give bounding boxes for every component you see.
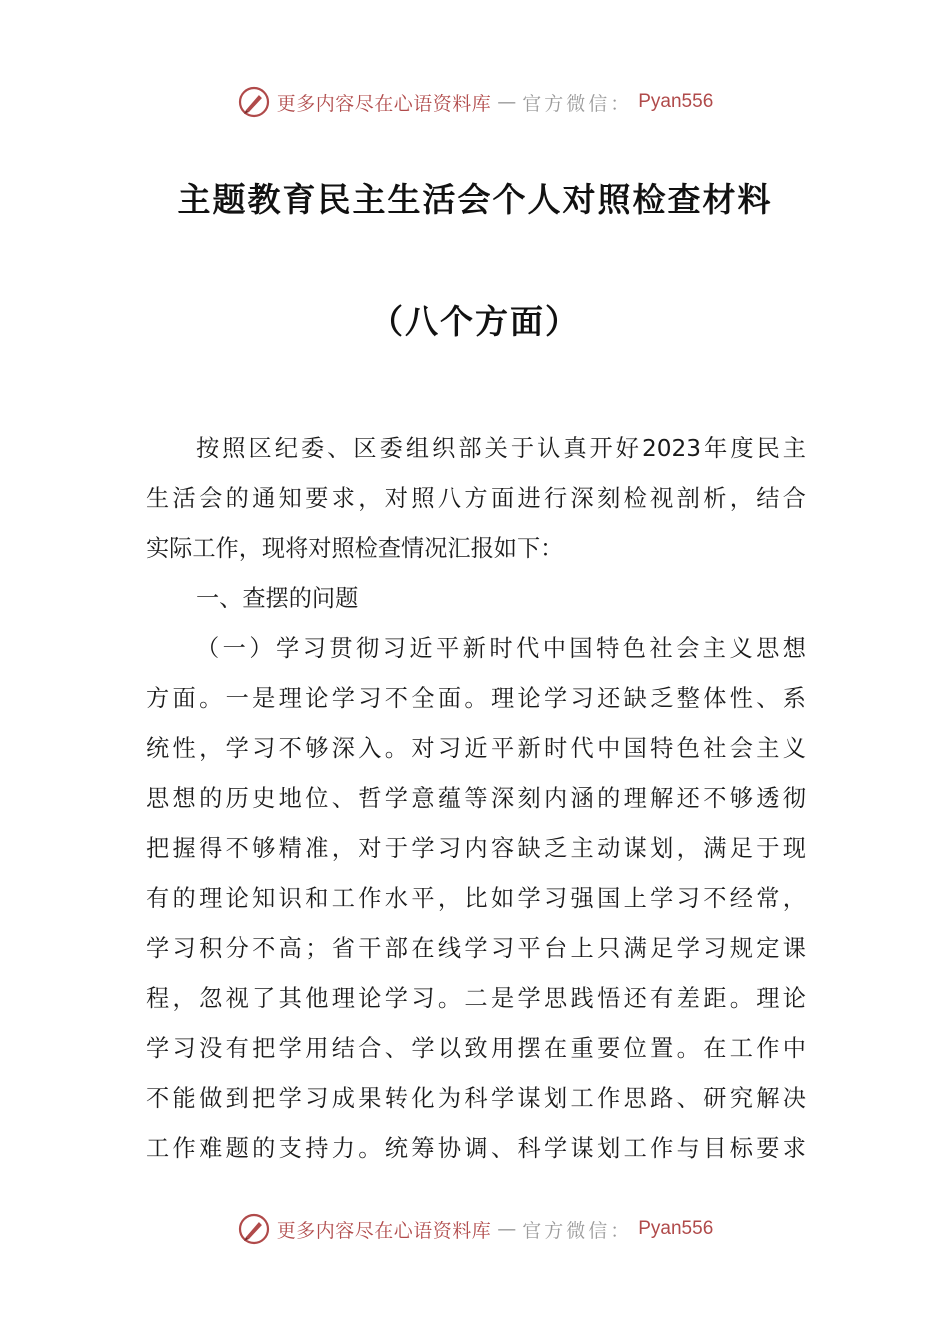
document-subtitle: （八个方面） [370, 302, 580, 341]
header-watermark-banner [0, 82, 950, 122]
body-line: 统性，学习不够深入。对习近平新时代中国特色社会主义 [146, 735, 806, 762]
section-heading: 一、查摆的问题 [196, 585, 359, 612]
banner-wechat-id: Pyan556 [638, 1218, 714, 1239]
pen-logo-icon [237, 85, 271, 119]
body-line: 学习积分不高；省干部在线学习平台上只满足学习规定课 [146, 935, 806, 962]
banner-main-text: 更多内容尽在心语资料库 [276, 92, 492, 115]
body-line: 把握得不够精准，对于学习内容缺乏主动谋划，满足于现 [146, 835, 806, 862]
body-line: 按照区纪委、区委组织部关于认真开好2023年度民主 [196, 435, 806, 462]
body-line: 方面。一是理论学习不全面。理论学习还缺乏整体性、系 [146, 685, 806, 712]
body-line: 实际工作，现将对照检查情况汇报如下： [146, 535, 564, 562]
body-line: 有的理论知识和工作水平，比如学习强国上学习不经常， [146, 885, 806, 912]
body-line: 不能做到把学习成果转化为科学谋划工作思路、研究解决 [146, 1085, 806, 1112]
body-line: 思想的历史地位、哲学意蕴等深刻内涵的理解还不够透彻 [146, 785, 806, 812]
footer-watermark-banner [0, 1209, 950, 1249]
banner-dash: — [497, 1218, 517, 1240]
body-line: 程，忽视了其他理论学习。二是学思践悟还有差距。理论 [146, 985, 806, 1012]
banner-official-label: 官方微信： [522, 92, 633, 115]
banner-dash: — [497, 91, 517, 113]
subsection-heading: （一）学习贯彻习近平新时代中国特色社会主义思想 [196, 635, 806, 662]
banner-main-text: 更多内容尽在心语资料库 [276, 1219, 492, 1242]
body-line: 生活会的通知要求，对照八方面进行深刻检视剖析，结合 [146, 485, 806, 512]
body-line: 学习没有把学用结合、学以致用摆在重要位置。在工作中 [146, 1035, 806, 1062]
document-body [146, 424, 806, 1174]
document-title: 主题教育民主生活会个人对照检查材料 [177, 180, 773, 219]
banner-wechat-id: Pyan556 [638, 91, 714, 112]
banner-official-label: 官方微信： [522, 1219, 633, 1242]
pen-logo-icon [237, 1212, 271, 1246]
body-line: 工作难题的支持力。统筹协调、科学谋划工作与目标要求 [146, 1135, 806, 1162]
